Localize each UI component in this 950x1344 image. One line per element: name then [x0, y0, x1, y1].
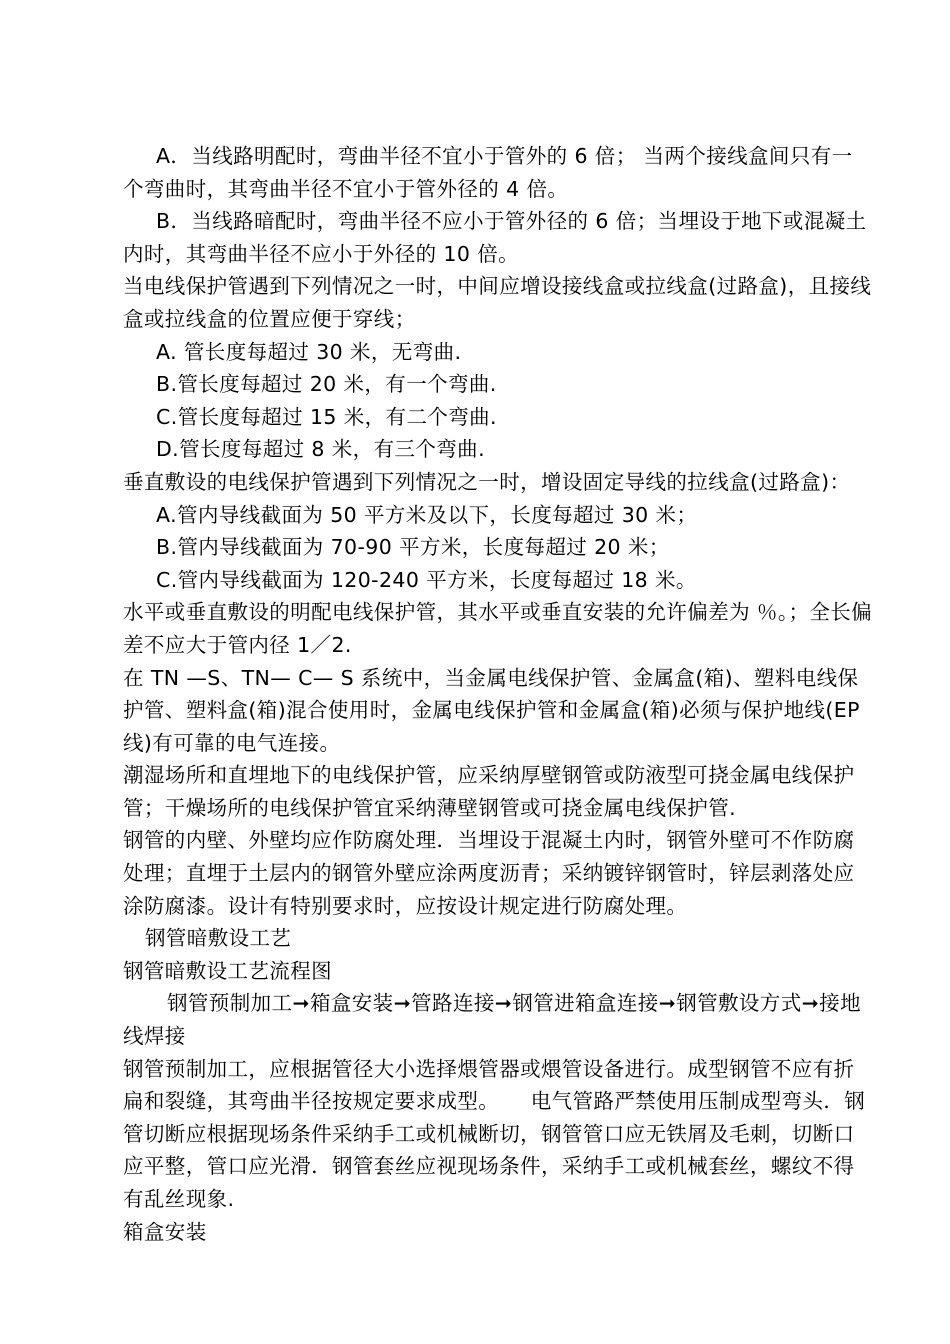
list-item-vertical-c: C.管内导线截面为 120-240 平方米，长度每超过 18 米。: [156, 567, 697, 592]
paragraph-anticorrosion: 钢管的内壁、外壁均应作防腐处理．当埋设于混凝土内时，钢管外壁可不作防腐处理；直埋于土层内的钢管外壁应涂两度沥青；采纳镀锌钢管时，锌层剥落处应涂防腐漆。设计有特别要求时，应按设计规定进行防腐处理。: [123, 828, 855, 918]
paragraph-bend-open-wiring: A．当线路明配时，弯曲半径不宜小于管外的 6 倍； 当两个接线盒间只有一个弯曲时，其弯曲半径不宜小于管外径的 4 倍。: [123, 144, 853, 201]
paragraph-vertical-intro: 垂直敷设的电线保护管遇到下列情况之一时，增设固定导线的拉线盒(过路盒)：: [123, 469, 851, 494]
paragraph-junction-box-intro: 当电线保护管遇到下列情况之一时，中间应增设接线盒或拉线盒(过路盒)，且接线盒或拉线盒的位置应便于穿线；: [123, 274, 872, 331]
section-heading-flowchart: 钢管暗敷设工艺流程图: [123, 958, 332, 983]
paragraph-prefabrication: 钢管预制加工，应根据管径大小选择煨管器或煨管设备进行。成型钢管不应有折扁和裂缝，其弯曲半径按规定要求成型。 电气管路严禁使用压制成型弯头．钢管切断应根据现场条件采纳手工或机械断切，钢管管口应无铁屑及毛刺，切断口应平整，管口应光滑．钢管套丝应视现场条件，采纳手工或机械套丝，螺纹不得有乱丝现象.: [123, 1056, 866, 1211]
list-item-junction-a: A. 管长度每超过 30 米，无弯曲.: [156, 339, 462, 364]
paragraph-bend-concealed-wiring: B．当线路暗配时，弯曲半径不应小于管外径的 6 倍；当埋设于地下或混凝土内时，其弯曲半径不应小于外径的 10 倍。: [123, 209, 867, 266]
section-heading-process: 钢管暗敷设工艺: [145, 926, 292, 951]
paragraph-humid-locations: 潮湿场所和直埋地下的电线保护管，应采纳厚壁钢管或防液型可挠金属电线保护管；干燥场所的电线保护管宜采纳薄壁钢管或可挠金属电线保护管.: [123, 763, 855, 820]
list-item-vertical-b: B.管内导线截面为 70-90 平方米，长度每超过 20 米；: [156, 535, 670, 560]
paragraph-tolerance: 水平或垂直敷设的明配电线保护管，其水平或垂直安装的允许偏差为 ％。；全长偏差不应大于管内径 1／2.: [123, 600, 873, 657]
list-item-vertical-a: A.管内导线截面为 50 平方米及以下，长度每超过 30 米；: [156, 502, 698, 527]
list-item-junction-b: B.管长度每超过 20 米，有一个弯曲.: [156, 372, 497, 397]
section-heading-box-install: 箱盒安装: [123, 1219, 207, 1244]
list-item-junction-d: D.管长度每超过 8 米，有三个弯曲.: [156, 437, 485, 462]
list-item-junction-c: C.管长度每超过 15 米，有二个弯曲.: [156, 404, 497, 429]
process-flow: 钢管预制加工➞箱盒安装➞管路连接➞钢管进箱盒连接➞钢管敷设方式➞接地线焊接: [123, 991, 861, 1049]
paragraph-tn-system: 在 TN —S、TN— C— S 系统中，当金属电线保护管、金属盒(箱)、塑料电线保护管、塑料盒(箱)混合使用时，金属电线保护管和金属盒(箱)必须与保护地线(EP 线)有可靠的电气连接。: [123, 665, 860, 755]
document-body: [123, 140, 873, 1248]
